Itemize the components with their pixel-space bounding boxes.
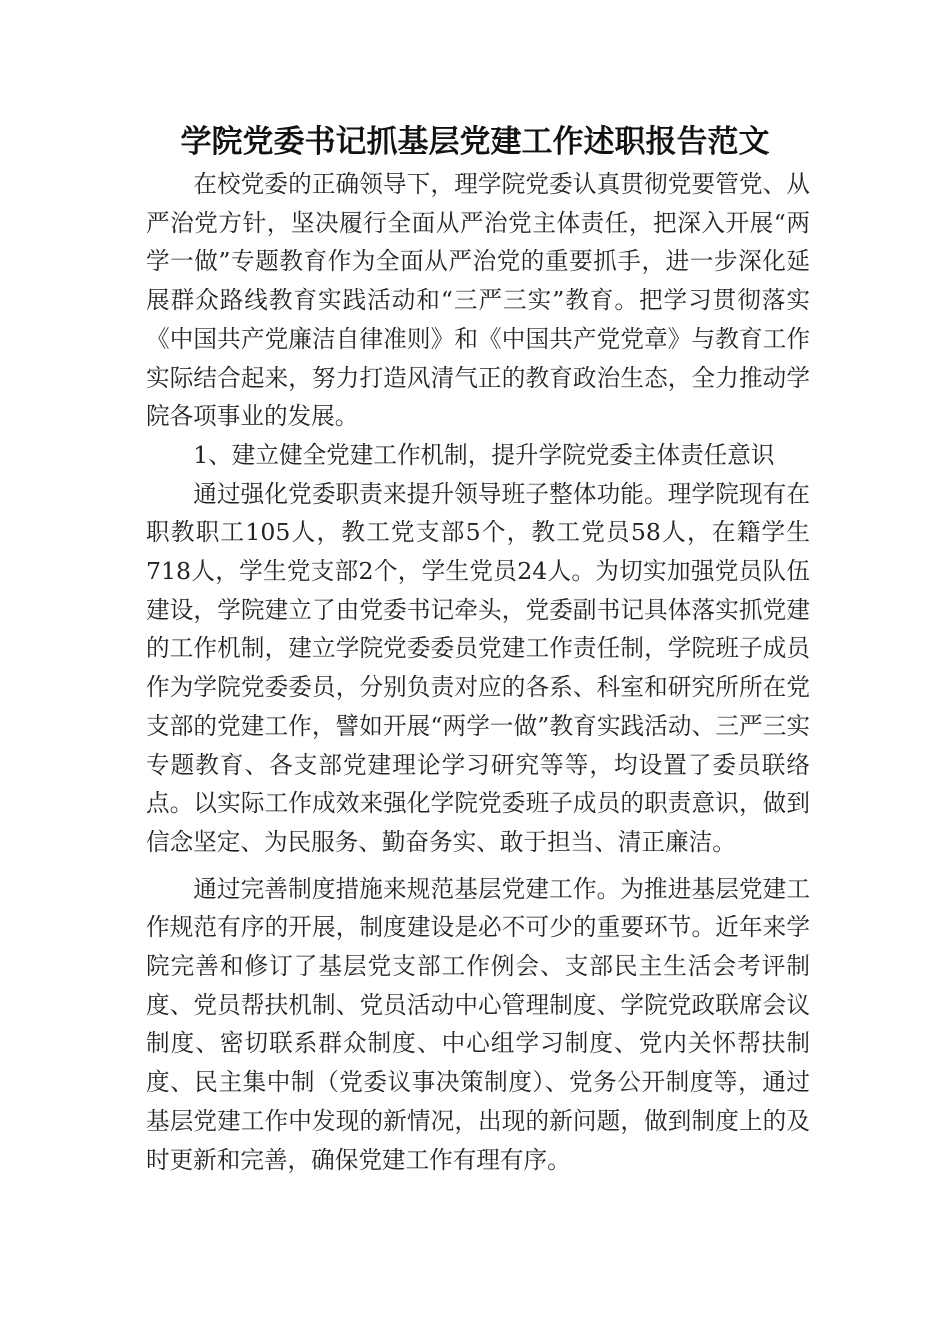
paragraph-gap — [146, 862, 810, 870]
body-paragraph: 通过完善制度措施来规范基层党建工作。为推进基层党建工作规范有序的开展，制度建设是必不可少的重要环节。近年来学院完善和修订了基层党支部工作例会、支部民主生活会考评制度、党员帮扶机制、党员活动中心管理制度、学院党政联席会议制度、密切联系群众制度、中心组学习制度、党内关怀帮扶制度、民主集中制（党委议事决策制度）、党务公开制度等，通过基层党建工作中发现的新情况，出现的新问题，做到制度上的及时更新和完善，确保党建工作有理有序。 — [146, 874, 810, 1174]
section-heading: 1、建立健全党建工作机制，提升学院党委主体责任意识 — [193, 440, 775, 469]
intro-paragraph: 在校党委的正确领导下，理学院党委认真贯彻党要管党、从严治党方针，坚决履行全面从严治党主体责任，把深入开展“两学一做”专题教育作为全面从严治党的重要抓手，进一步深化延展群众路线教育实践活动和“三严三实”教育。把学习贯彻落实《中国共产党廉洁自律准则》和《中国共产党党章》与教育工作实际结合起来，努力打造风清气正的教育政治生态，全力推动学院各项事业的发展。 — [146, 170, 810, 431]
document-body — [146, 165, 810, 1179]
document-title: 学院党委书记抓基层党建工作述职报告范文 — [180, 124, 770, 160]
body-paragraph: 通过强化党委职责来提升领导班子整体功能。理学院现有在职教职工105人，教工党支部5个，教工党员58人，在籍学生718人，学生党支部2个，学生党员24人。为切实加强党员队伍建设，学院建立了由党委书记牵头，党委副书记具体落实抓党建的工作机制，建立学院党委委员党建工作责任制，学院班子成员作为学院党委委员，分别负责对应的各系、科室和研究所所在党支部的党建工作，譬如开展“两学一做”教育实践活动、三严三实专题教育、各支部党建理论学习研究等等，均设置了委员联络点。以实际工作成效来强化学院党委班子成员的职责意识，做到信念坚定、为民服务、勤奋务实、敢于担当、清正廉洁。 — [146, 479, 810, 856]
